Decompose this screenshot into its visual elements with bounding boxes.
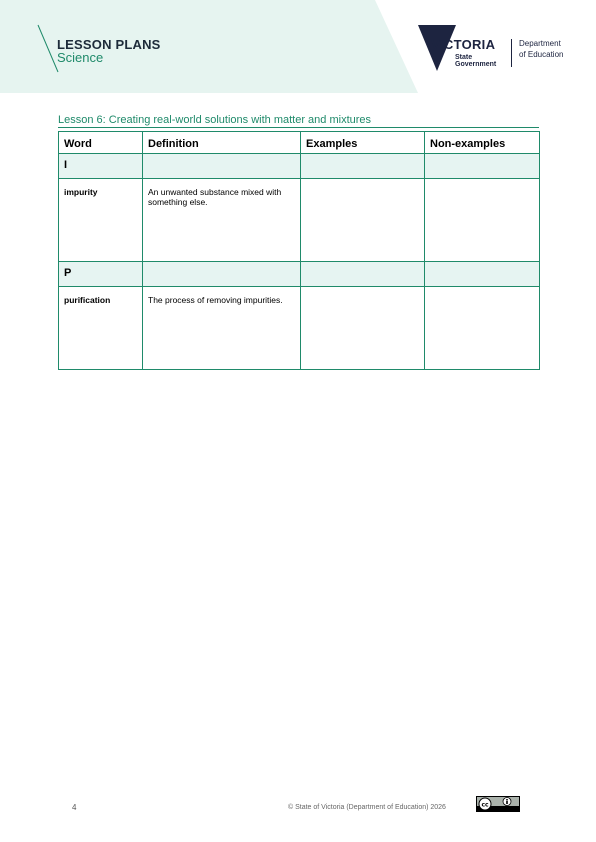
empty-cell — [301, 154, 425, 179]
vocabulary-table — [58, 131, 540, 370]
letter-row-i — [59, 154, 540, 179]
column-header-examples: Examples — [301, 132, 425, 154]
empty-cell — [425, 154, 540, 179]
table-row — [59, 287, 540, 370]
column-header-definition: Definition — [143, 132, 301, 154]
copyright-text: © State of Victoria (Department of Education) 2026 — [288, 804, 446, 811]
column-header-word: Word — [59, 132, 143, 154]
government-line: Government — [455, 61, 497, 68]
empty-cell — [301, 262, 425, 287]
department-line: Department — [519, 39, 561, 48]
svg-text:cc: cc — [481, 801, 489, 809]
letter-cell: I — [59, 154, 143, 179]
of-education-line: of Education — [519, 50, 564, 59]
column-header-non-examples: Non-examples — [425, 132, 540, 154]
definition-cell: The process of removing impurities. — [143, 287, 301, 370]
title-rule — [58, 127, 539, 128]
department-label — [519, 38, 563, 60]
page-number: 4 — [72, 803, 77, 812]
table-row — [59, 179, 540, 262]
non-examples-cell[interactable] — [425, 179, 540, 262]
state-government-text — [455, 54, 496, 68]
empty-cell — [425, 262, 540, 287]
word-cell: impurity — [59, 179, 143, 262]
cc-by-icon — [476, 796, 520, 812]
series-subject: Science — [57, 50, 104, 65]
victoria-logo-text: VICTORIA — [431, 37, 496, 52]
examples-cell[interactable] — [301, 287, 425, 370]
letter-row-p — [59, 262, 540, 287]
series-title: LESSON PLANS — [57, 37, 161, 52]
word-cell: purification — [59, 287, 143, 370]
state-line: State — [455, 54, 473, 61]
empty-cell — [143, 262, 301, 287]
letter-cell: P — [59, 262, 143, 287]
lesson-title: Lesson 6: Creating real-world solutions with matter and mixtures — [58, 114, 372, 126]
empty-cell — [143, 154, 301, 179]
non-examples-cell[interactable] — [425, 287, 540, 370]
examples-cell[interactable] — [301, 179, 425, 262]
definition-cell: An unwanted substance mixed with something else. — [143, 179, 301, 262]
table-header-row — [59, 132, 540, 154]
logo-divider — [511, 39, 512, 67]
